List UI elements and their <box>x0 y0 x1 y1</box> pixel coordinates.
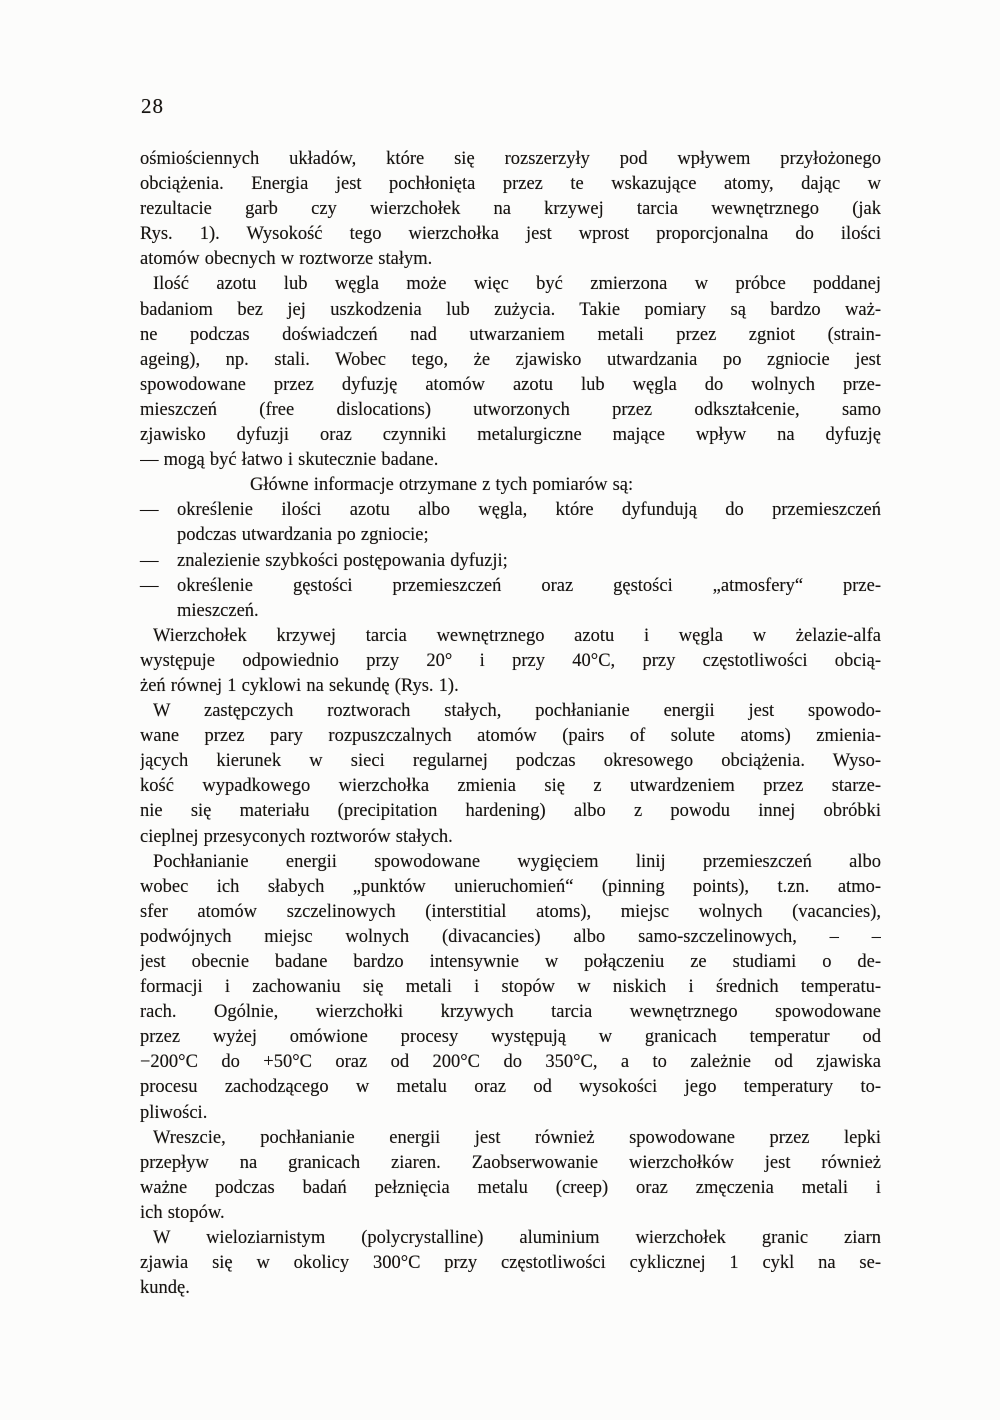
text-line: jących kierunek w sieci regularnej podczas okresowego obciążenia. Wyso- <box>140 751 881 772</box>
bullet-dash: — <box>140 500 159 521</box>
text-line: znalezienie szybkości postępowania dyfuzji; <box>177 550 508 571</box>
text-line: cieplnej przesyconych roztworów stałych. <box>140 826 453 847</box>
text-line: mieszczeń. <box>177 600 259 621</box>
text-line: określenie ilości azotu albo węgla, które dyfundują do przemieszczeń <box>177 500 881 521</box>
text-line: — mogą być łatwo i skutecznie badane. <box>140 450 439 471</box>
text-line: ważne podczas badań pełznięcia metalu (creep) oraz zmęczenia metali i <box>140 1177 881 1198</box>
text-line: wane przez pary rozpuszczalnych atomów (pairs of solute atoms) zmienia- <box>140 726 881 747</box>
text-line: procesu zachodzącego w metalu oraz od wysokości jego temperatury to- <box>140 1077 881 1098</box>
text-line: −200°C do +50°C oraz od 200°C do 350°C, a to zależnie od zjawiska <box>140 1052 881 1073</box>
text-line: Rys. 1). Wysokość tego wierzchołka jest wprost proporcjonalna do ilości <box>140 224 881 245</box>
bullet-dash: — <box>140 575 159 596</box>
paragraph <box>140 850 881 1126</box>
paragraph <box>140 147 881 272</box>
text-line: jest obecnie badane bardzo intensywnie w połączeniu ze studiami o de- <box>140 952 881 972</box>
text-line: Wierzchołek krzywej tarcia wewnętrznego azotu i węgla w żelazie-alfa <box>153 625 881 646</box>
text-line: spowodowane przez dyfuzję atomów azotu lub węgla do wolnych prze- <box>140 374 881 395</box>
text-line: W zastępczych roztworach stałych, pochłanianie energii jest spowodo- <box>153 701 881 722</box>
page-body <box>140 147 881 1301</box>
text-line: Główne informacje otrzymane z tych pomiarów są: <box>250 475 634 496</box>
text-line: atomów obecnych w roztworze stałym. <box>140 249 433 270</box>
text-line: pliwości. <box>140 1102 208 1123</box>
text-line: podwójnych miejsc wolnych (divacancies) albo samo-szczelinowych, – – <box>140 926 881 947</box>
text-line: ośmiościennych układów, które się rozszerzyły pod wpływem przyłożonego <box>140 149 881 169</box>
bullet-item <box>140 498 881 548</box>
text-line: rezultacie garb czy wierzchołek na krzywej tarcia wewnętrznego (jak <box>140 199 881 220</box>
paragraph <box>140 699 881 850</box>
text-line: podczas utwardzania po zgniocie; <box>177 525 429 546</box>
bullet-dash: — <box>140 550 159 571</box>
text-line: występuje odpowiednio przy 20° i przy 40°C, przy częstotliwości obcią- <box>140 650 881 671</box>
text-line: ich stopów. <box>140 1202 225 1223</box>
text-line: kość wypadkowego wierzchołka zmienia się z utwardzeniem przez starze- <box>140 776 881 797</box>
text-line: zjawia się w okolicy 300°C przy częstotliwości cyklicznej 1 cykl na se- <box>140 1253 881 1274</box>
page-number: 28 <box>141 94 164 118</box>
paragraph <box>140 272 881 473</box>
text-line: rach. Ogólnie, wierzchołki krzywych tarcia wewnętrznego spowodowane <box>140 1002 881 1023</box>
paragraph <box>140 624 881 699</box>
text-line: sfer atomów szczelinowych (interstitial atoms), miejsc wolnych (vacancies), <box>140 901 881 922</box>
text-line: Wreszcie, pochłanianie energii jest również spowodowane przez lepki <box>153 1127 881 1148</box>
text-line: ne podczas doświadczeń nad utwarzaniem metali przez zgniot (strain- <box>140 324 881 345</box>
paragraph <box>140 1126 881 1226</box>
text-line: przez wyżej omówione procesy występują w granicach temperatur od <box>140 1027 881 1048</box>
text-line: wobec ich słabych „punktów unieruchomień“ (pinning points), t.zn. atmo- <box>140 876 881 897</box>
paragraph <box>140 473 881 498</box>
paragraph <box>140 1226 881 1301</box>
bullet-item <box>140 549 881 574</box>
text-line: kundę. <box>140 1278 190 1299</box>
text-line: ageing), np. stali. Wobec tego, że zjawisko utwardzania po zgniocie jest <box>140 349 881 370</box>
text-line: badaniom bez jej uszkodzenia lub zużycia. Takie pomiary są bardzo waż- <box>140 299 881 320</box>
text-line: W wieloziarnistym (polycrystalline) aluminium wierzchołek granic ziarn <box>153 1228 881 1249</box>
text-line: nie się materiału (precipitation hardening) albo z powodu innej obróbki <box>140 801 881 822</box>
text-line: żeń równej 1 cyklowi na sekundę (Rys. 1). <box>140 675 459 696</box>
text-line: obciążenia. Energia jest pochłonięta przez te wskazujące atomy, dając w <box>140 174 881 195</box>
text-line: określenie gęstości przemieszczeń oraz gęstości „atmosfery“ prze- <box>177 575 881 596</box>
text-line: formacji i zachowaniu się metali i stopów w niskich i średnich temperatu- <box>140 977 881 998</box>
text-line: mieszczeń (free dislocations) utworzonych przez odkształcenie, samo <box>140 399 881 420</box>
text-line: przepływ na granicach ziaren. Zaobserwowanie wierzchołków jest również <box>140 1152 881 1173</box>
bullet-item <box>140 574 881 624</box>
text-line: Ilość azotu lub węgla może więc być zmierzona w próbce poddanej <box>153 274 881 295</box>
text-line: zjawisko dyfuzji oraz czynniki metalurgiczne mające wpływ na dyfuzję <box>140 425 881 446</box>
text-line: Pochłanianie energii spowodowane wygięciem linij przemieszczeń albo <box>153 851 881 872</box>
